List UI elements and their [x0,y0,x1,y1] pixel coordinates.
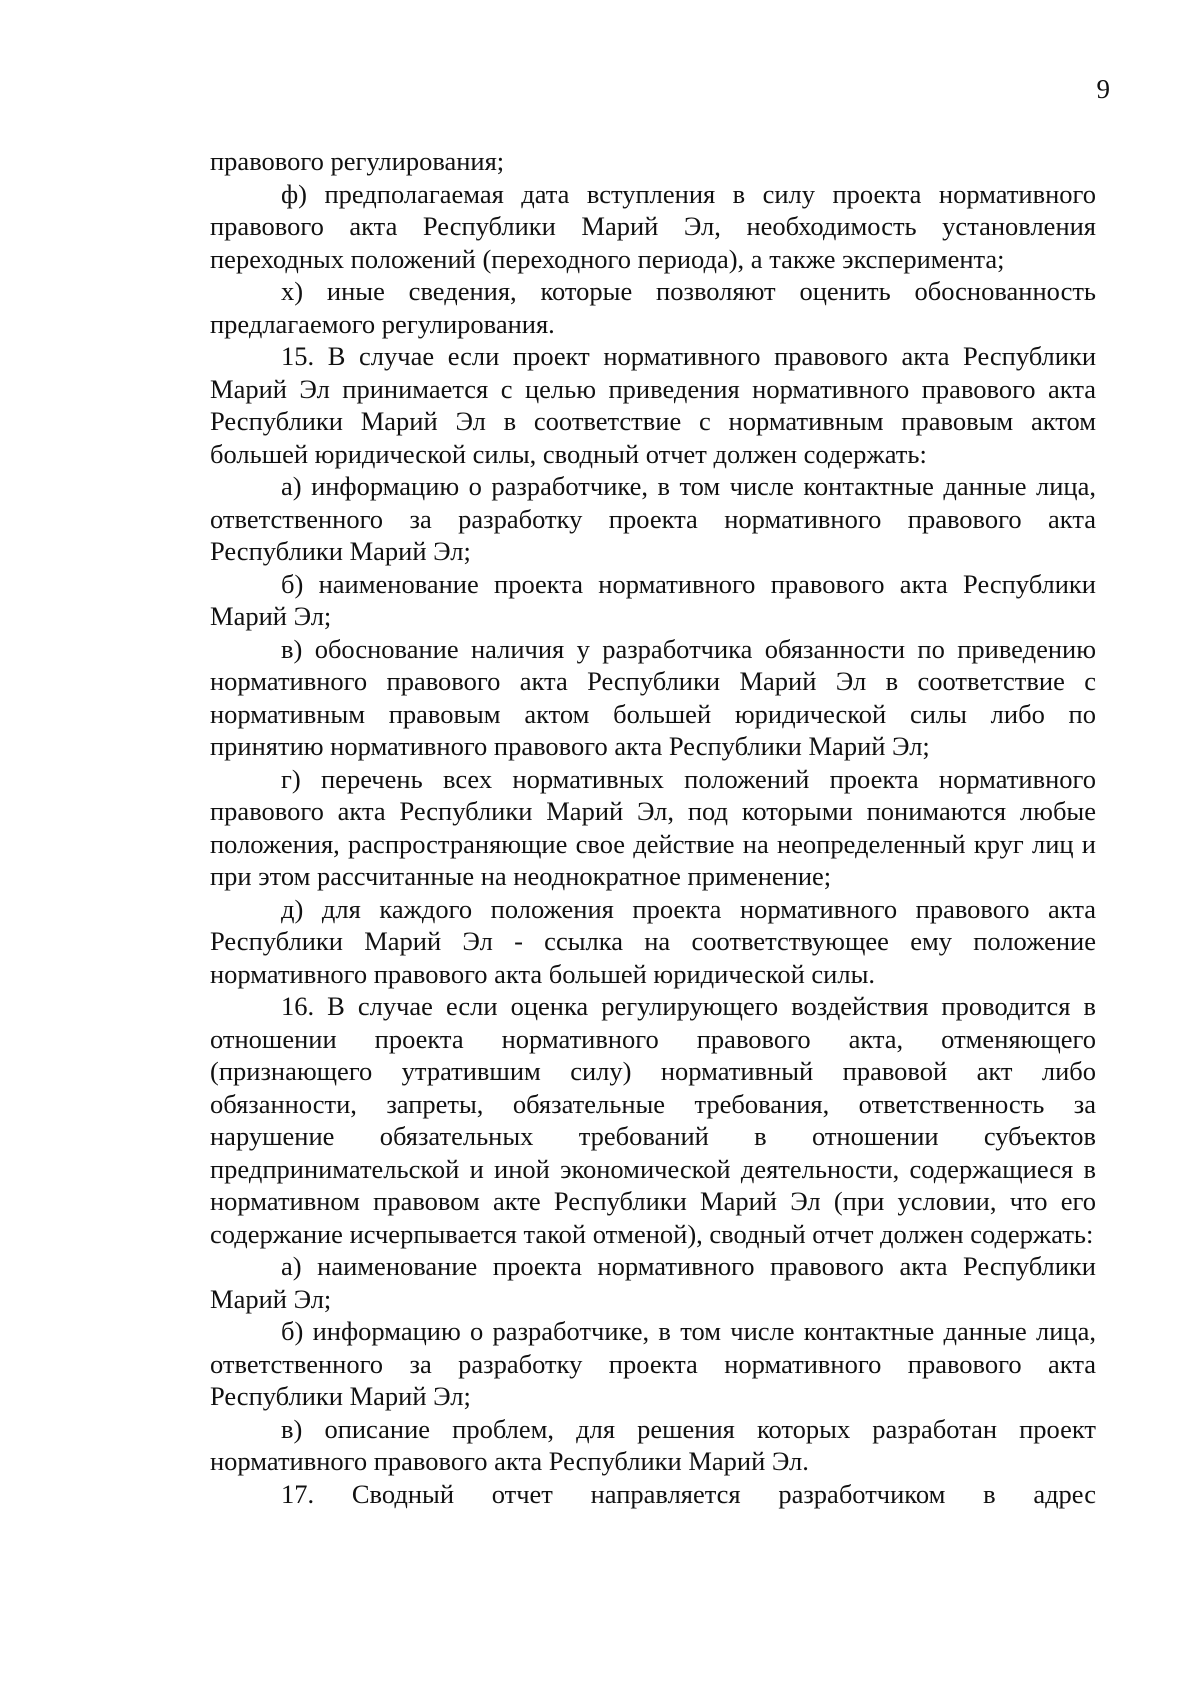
paragraph-15-item-d: д) для каждого положения проекта нормативного правового акта Республики Марий Эл - ссылка на соответствующее ему положение нормативного правового акта большей юридической силы. [210,893,1096,989]
document-body [210,145,1096,1510]
paragraph-clause-15: 15. В случае если проект нормативного правового акта Республики Марий Эл принимается с целью приведения нормативного правового акта Республики Марий Эл в соответствие с нормативным правовым актом большей юридической силы, сводный отчет должен содержать: [210,341,1096,469]
paragraph-clause-16: 16. В случае если оценка регулирующего воздействия проводится в отношении проекта нормативного правового акта, отменяющего (признающего утратившим силу) нормативный правовой акт либо обязанности, запреты, обязательные требования, ответственность за нарушение обязательных требований в отношении субъектов предпринимательской и иной экономической деятельности, содержащиеся в нормативном правовом акте Республики Марий Эл (при условии, что его содержание исчерпывается такой отменой), сводный отчет должен содержать: [210,991,1096,1249]
paragraph-15-item-a: а) информацию о разработчике, в том числе контактные данные лица, ответственного за разработку проекта нормативного правового акта Республики Марий Эл; [210,471,1096,566]
paragraph-16-item-a: а) наименование проекта нормативного правового акта Республики Марий Эл; [210,1251,1096,1314]
paragraph-16-item-v: в) описание проблем, для решения которых разработан проект нормативного правового акта Республики Марий Эл. [210,1413,1096,1476]
paragraph-15-item-v: в) обоснование наличия у разработчика обязанности по приведению нормативного правового акта Республики Марий Эл в соответствие с нормативным правовым актом большей юридической силы либо по принятию нормативного правового акта Республики Марий Эл; [210,633,1096,761]
paragraph-item-f: ф) предполагаемая дата вступления в силу проекта нормативного правового акта Республики Марий Эл, необходимость установления переходных положений (переходного периода), а также эксперимента; [210,178,1096,274]
paragraph-item-kh: х) иные сведения, которые позволяют оценить обоснованность предлагаемого регулирования. [210,276,1096,339]
paragraph-continuation: правового регулирования; [210,146,505,176]
paragraph-15-item-g: г) перечень всех нормативных положений проекта нормативного правового акта Республики Марий Эл, под которыми понимаются любые положения, распространяющие свое действие на неопределенный круг лиц и при этом рассчитанные на неоднократное применение; [210,763,1096,891]
paragraph-15-item-b: б) наименование проекта нормативного правового акта Республики Марий Эл; [210,568,1096,631]
page-number: 9 [1096,74,1110,104]
paragraph-16-item-b: б) информацию о разработчике, в том числе контактные данные лица, ответственного за разработку проекта нормативного правового акта Республики Марий Эл; [210,1316,1096,1411]
paragraph-clause-17: 17. Сводный отчет направляется разработчиком в адрес [281,1478,1096,1509]
